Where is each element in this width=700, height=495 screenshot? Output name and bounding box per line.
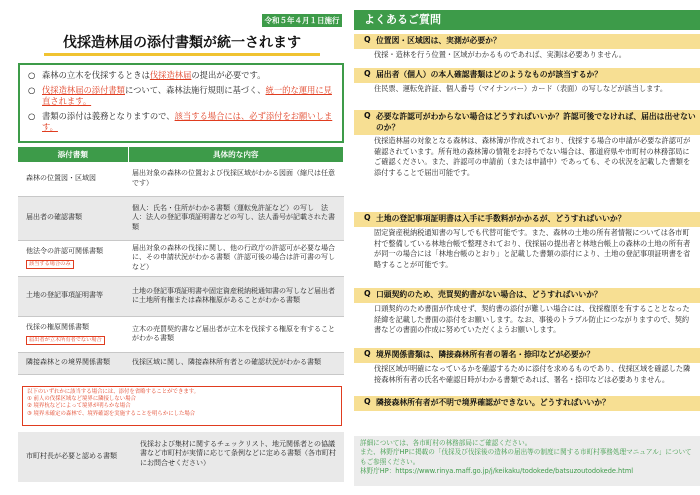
faq-answer: 口頭契約のため書面が作成せず、契約書の添付が難しい場合には、伐採権原を有することとなった経緯を記載した書面の添付をお願いします。なお、事後のトラブル防止につながりますので、契約書などの書面の作成に努めていただくようお願いします。 [374, 304, 690, 335]
circle-icon: ○ [28, 70, 36, 80]
faq-question: Q 位置図・区域図は、実測が必要か？ [354, 34, 700, 49]
table-row: 他法令の許認可関係書類 該当する場合のみ 届出対象の森林の伐採に関し、他の行政庁の許認可が必要な場合に、その申請状況がわかる書類（許認可後の場合は許可書の写しなど） [18, 240, 344, 276]
highlight-text: 伐採造林届の添付書類 [42, 84, 125, 95]
circle-icon: ○ [28, 84, 36, 95]
q-icon: Q [364, 289, 371, 298]
faq-panel [354, 0, 700, 495]
faq-title: よくあるご質問 [354, 10, 700, 30]
q-icon: Q [364, 35, 371, 44]
table-row: 市町村長が必要と認める書類 伐採および集材に関するチェックリスト、地元関係者との協議書など市町村が実情に応じて条例などに定める書類（各市町村にお問合せください） [18, 432, 344, 482]
faq-answer: 伐採・造林を行う位置・区域がわかるものであれば、実測は必要ありません。 [374, 50, 626, 59]
faq-question: Q 届出者（個人）の本人確認書類はどのようなものが該当するか？ [354, 68, 700, 83]
highlight-text: 統一的な運用に見直されます。 [42, 84, 332, 107]
table-row: 伐採の権原関係書類 届出者が立木所有者でない場合 立木の売買契約書など届出者が立木を伐採する権原を有することがわかる書類 [18, 316, 344, 352]
highlight-text: 該当する場合には、必ず添付をお願いします。 [42, 110, 333, 133]
q-icon: Q [364, 111, 371, 120]
q-icon: Q [364, 349, 371, 358]
faq-question: Q 口頭契約のため、売買契約書がない場合は、どうすればいいか？ [354, 288, 700, 303]
bullet-1: ○ 森林の立木を伐採するときは伐採造林届の提出が必要です。 [28, 70, 266, 80]
effective-date-badge: 令和５年４月１日施行 [262, 14, 342, 27]
bullet-2: ○ 伐採造林届の添付書類について、森林法施行規則に基づく、統一的な運用に見直されます。 [28, 84, 332, 107]
table-row: 隣接森林との境界関係書類 伐採区域に関し、隣接森林所有者との確認状況がわかる書類 [18, 352, 344, 374]
info-box: 詳細については、各市町村の林務部局にご確認ください。 また、林野庁HPに掲載の「伐採及び伐採後の造林の届出等の制度に関する市町村事務処理マニュアル」についてもご参照ください。 林野庁HP：https://www.rinya.maff.go.jp/j/keikaku/todokede/batsuzoutodokede.html [354, 436, 700, 486]
highlight-text: 伐採造林届 [149, 70, 192, 80]
faq-question: Q 土地の登記事項証明書は入手に手数料がかかるが、どうすればいいか？ [354, 212, 700, 227]
table-row: 森林の位置図・区域図 届出対象の森林の位置および伐採区域がわかる図面（縮尺は任意です） [18, 162, 344, 196]
faq-answer: 伐採造林届の対象となる森林は、森林簿が作成されており、伐採する場合の申請が必要な許認可が確認されています。所有地の森林簿の情報をお持ちでない場合は、都道府県や市町村の林務部局にご確認ください。また、許認可の申請前（または申請中）であっても、その状況を記載した書類を添付することで届出可能です。 [374, 136, 691, 177]
page-title: 伐採造林届の添付書類が統一されます [44, 34, 320, 56]
faq-answer: 固定資産税納税通知書の写しでも代替可能です。また、森林の土地の所有者情報については各市町村で整備している林地台帳で整理されており、伐採届の提出者と林地台帳上の森林の土地の所有者が同一の場合には「林地台帳のとおり」と記載した書類の添付により、土地の登記事項証明書を省略することが可能です。 [374, 228, 691, 269]
left-panel [0, 0, 348, 495]
faq-answer: 伐採区域が明確になっているかを確認するために添付を求めるものであり、伐採区域を確認した隣接森林所有者の氏名や確認日時がわかる書類であれば、署名・捺印などは必要ありません。 [374, 364, 691, 384]
faq-question: Q 隣接森林所有者が不明で境界確認ができない。どうすればいいか？ [354, 396, 700, 411]
faq-question: Q 必要な許認可がわからない場合はどうすればいいか？許認可後でなければ、届出は出せないのか？ [354, 110, 700, 135]
table-row: 届出者の確認書類 個人：氏名・住所がわかる書類（運転免許証など）の写し 法人：法人の登記事項証明書などの写し、法人番号が記載された書類 [18, 196, 344, 240]
table-header-name: 添付書類 [18, 147, 128, 162]
bullet-3: ○ 書類の添付は義務となりますので、該当する場合には、必ず添付をお願いします。 [28, 110, 333, 133]
table-header-desc: 具体的な内容 [128, 147, 344, 162]
q-icon: Q [364, 397, 371, 406]
attachment-table [18, 147, 344, 375]
q-icon: Q [364, 69, 371, 78]
table-row: 土地の登記事項証明書等 土地の登記事項証明書や固定資産税納税通知書の写しなど届出者に土地所有権または森林権原があることがわかる書類 [18, 276, 344, 316]
omission-notes: 以下のいずれかに該当する場合には、添付を省略することができます。 ① 前人の伐採区域など境界に隣接しない場合 ② 境界杭などによって境界が明らかな場合 ③ 境界未確定の森林で、境界確認を実施することを明らかにした場合 [22, 386, 342, 426]
q-icon: Q [364, 213, 371, 222]
condition-tag: 届出者が立木所有者でない場合 [26, 336, 105, 345]
summary-bullets [18, 63, 344, 143]
condition-tag: 該当する場合のみ [26, 260, 74, 269]
faq-answer: 住民票、運転免許証、個人番号（マイナンバー）カード（表面）の写しなどが該当します。 [374, 84, 668, 93]
rinya-url-link[interactable]: 林野庁HP：https://www.rinya.maff.go.jp/j/keikaku/todokede/batsuzoutodokede.html [360, 467, 634, 476]
faq-question: Q 境界関係書類は、隣接森林所有者の署名・捺印などが必要か？ [354, 348, 700, 363]
circle-icon: ○ [28, 110, 36, 121]
